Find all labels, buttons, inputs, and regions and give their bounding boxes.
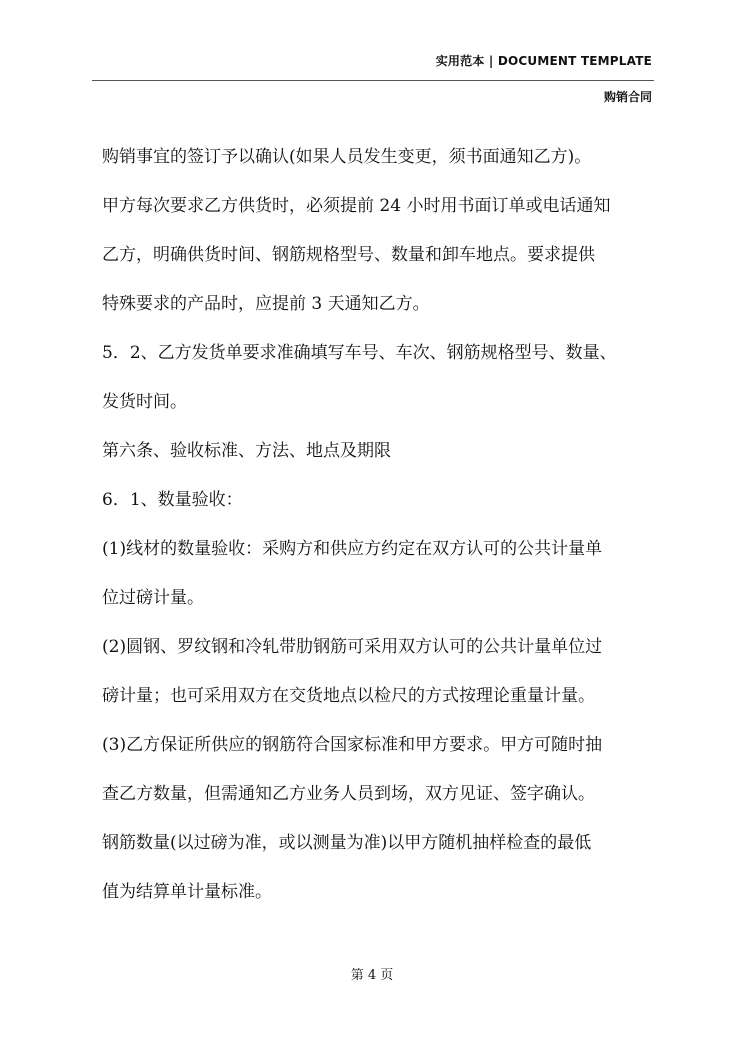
clause-5-2: 5．2、乙方发货单要求准确填写车号、车次、钢筋规格型号、数量、 [102,343,617,363]
page-number: 第 4 页 [350,968,394,983]
article-6-heading: 第六条、验收标准、方法、地点及期限 [102,441,391,461]
text-line: 乙方，明确供货时间、钢筋规格型号、数量和卸车地点。要求提供 [102,245,595,265]
text-line: 位过磅计量。 [102,588,204,608]
header-title: 实用范本 | DOCUMENT TEMPLATE [435,54,652,68]
item-3: (3)乙方保证所供应的钢筋符合国家标准和甲方要求。甲方可随时抽 [102,735,603,755]
text-line: 购销事宜的签订予以确认(如果人员发生变更，须书面通知乙方)。 [102,147,592,167]
text-line: 磅计量；也可采用双方在交货地点以检尺的方式按理论重量计量。 [102,686,595,706]
document-body [102,144,662,928]
text-line: 甲方每次要求乙方供货时，必须提前 24 小时用书面订单或电话通知 [102,196,611,216]
clause-6-1: 6．1、数量验收： [102,490,243,510]
text-line: 钢筋数量(以过磅为准，或以测量为准)以甲方随机抽样检查的最低 [102,833,592,853]
item-2: (2)圆钢、罗纹钢和冷轧带肋钢筋可采用双方认可的公共计量单位过 [102,637,603,657]
text-line: 发货时间。 [102,392,187,412]
text-line: 值为结算单计量标准。 [102,882,272,902]
header-subtitle: 购销合同 [603,90,652,104]
header-divider [92,80,654,81]
text-line: 特殊要求的产品时，应提前 3 天通知乙方。 [102,294,430,314]
item-1: (1)线材的数量验收：采购方和供应方约定在双方认可的公共计量单 [102,539,603,559]
text-line: 查乙方数量，但需通知乙方业务人员到场，双方见证、签字确认。 [102,784,595,804]
